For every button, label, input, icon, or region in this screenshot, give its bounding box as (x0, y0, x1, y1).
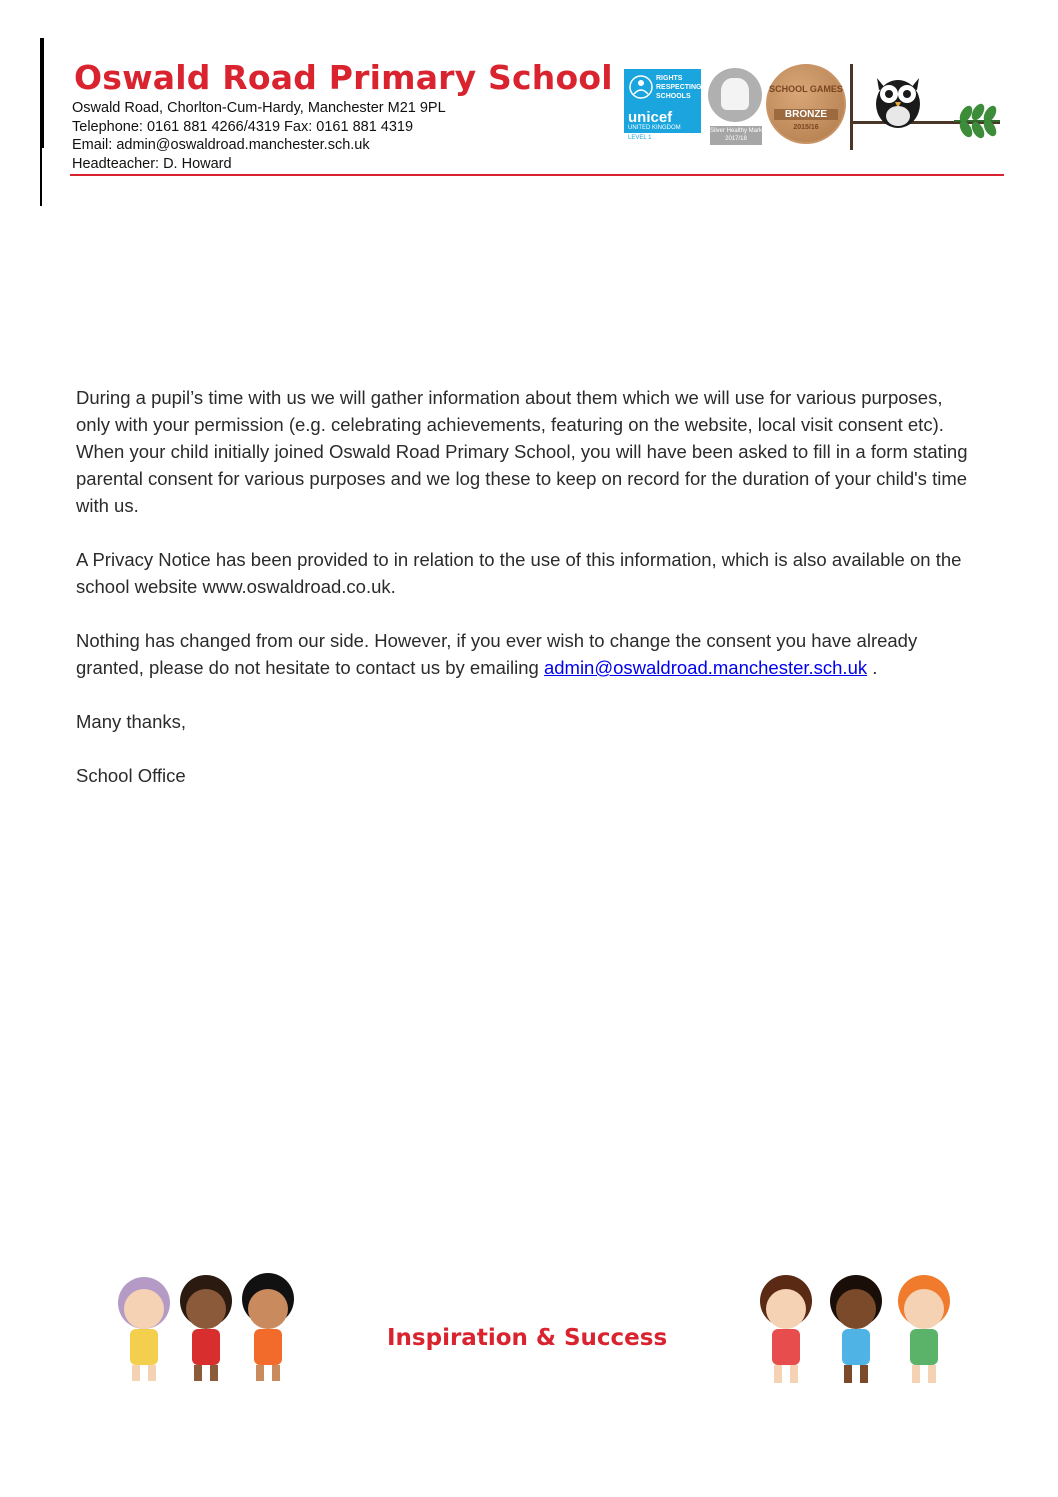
children-illustration-left (96, 1265, 311, 1390)
branch-post (850, 64, 853, 150)
rights-respecting-badge (624, 69, 701, 133)
paragraph-contact (76, 627, 981, 681)
leaves-icon (954, 102, 1002, 140)
paragraph-consent: During a pupil’s time with us we will gather information about them which we will use for various purposes, only with your permission (e.g. celebrating achievements, featuring on the website, local visit consent etc). When your child initially joined Oswald Road Primary School, you will have been asked to fill in a form stating parental consent for various purposes and we log these to keep on record for the duration of your child's time with us. (76, 387, 968, 516)
unicef-uk-label: UNITED KINGDOM (628, 125, 681, 131)
rights-respecting-label: RIGHTS RESPECTING SCHOOLS (656, 75, 702, 100)
school-name: Oswald Road Primary School (74, 58, 613, 97)
globe-icon (628, 74, 654, 100)
signature: School Office (76, 765, 186, 786)
contact-text: Nothing has changed from our side. However, if you ever wish to change the consent you have already granted, please do not hesitate to contact us by emailing (76, 630, 918, 678)
family-figures-icon (721, 78, 749, 110)
level-label: LEVEL 1 (628, 135, 652, 141)
school-motto: Inspiration & Success (387, 1325, 668, 1351)
school-games-year: 2015/16 (793, 124, 819, 131)
sportsmark-badge (708, 68, 762, 122)
school-games-title: SCHOOL GAMES (769, 84, 843, 94)
footer-banner (76, 1241, 982, 1408)
contact-block (72, 99, 446, 173)
signoff: Many thanks, (76, 711, 187, 732)
children-illustration-right (744, 1265, 966, 1395)
unicef-logo-text: unicef (628, 109, 673, 126)
owl-icon (871, 68, 925, 130)
contact-text-end: . (867, 657, 878, 678)
telephone-line: Telephone: 0161 881 4266/4319 Fax: 0161 881 4319 (72, 118, 414, 135)
school-games-badge (766, 64, 846, 144)
letterhead (44, 38, 1012, 208)
address-line: Oswald Road, Chorlton-Cum-Hardy, Manchester M21 9PL (72, 100, 446, 116)
email-line: Email: admin@oswaldroad.manchester.sch.uk (72, 137, 370, 153)
letter-body (76, 384, 981, 816)
school-games-level: BRONZE (774, 109, 838, 120)
email-link[interactable]: admin@oswaldroad.manchester.sch.uk (543, 657, 868, 678)
header-divider (70, 174, 1004, 176)
sportsmark-caption: Silver Healthy Mark 2017/18 (710, 126, 762, 145)
paragraph-privacy-notice: A Privacy Notice has been provided to in relation to the use of this information, which is also available on the school website www.oswaldroad.co.uk. (76, 549, 962, 597)
headteacher-line: Headteacher: D. Howard (72, 155, 232, 172)
left-margin-rule-lower (40, 148, 42, 206)
